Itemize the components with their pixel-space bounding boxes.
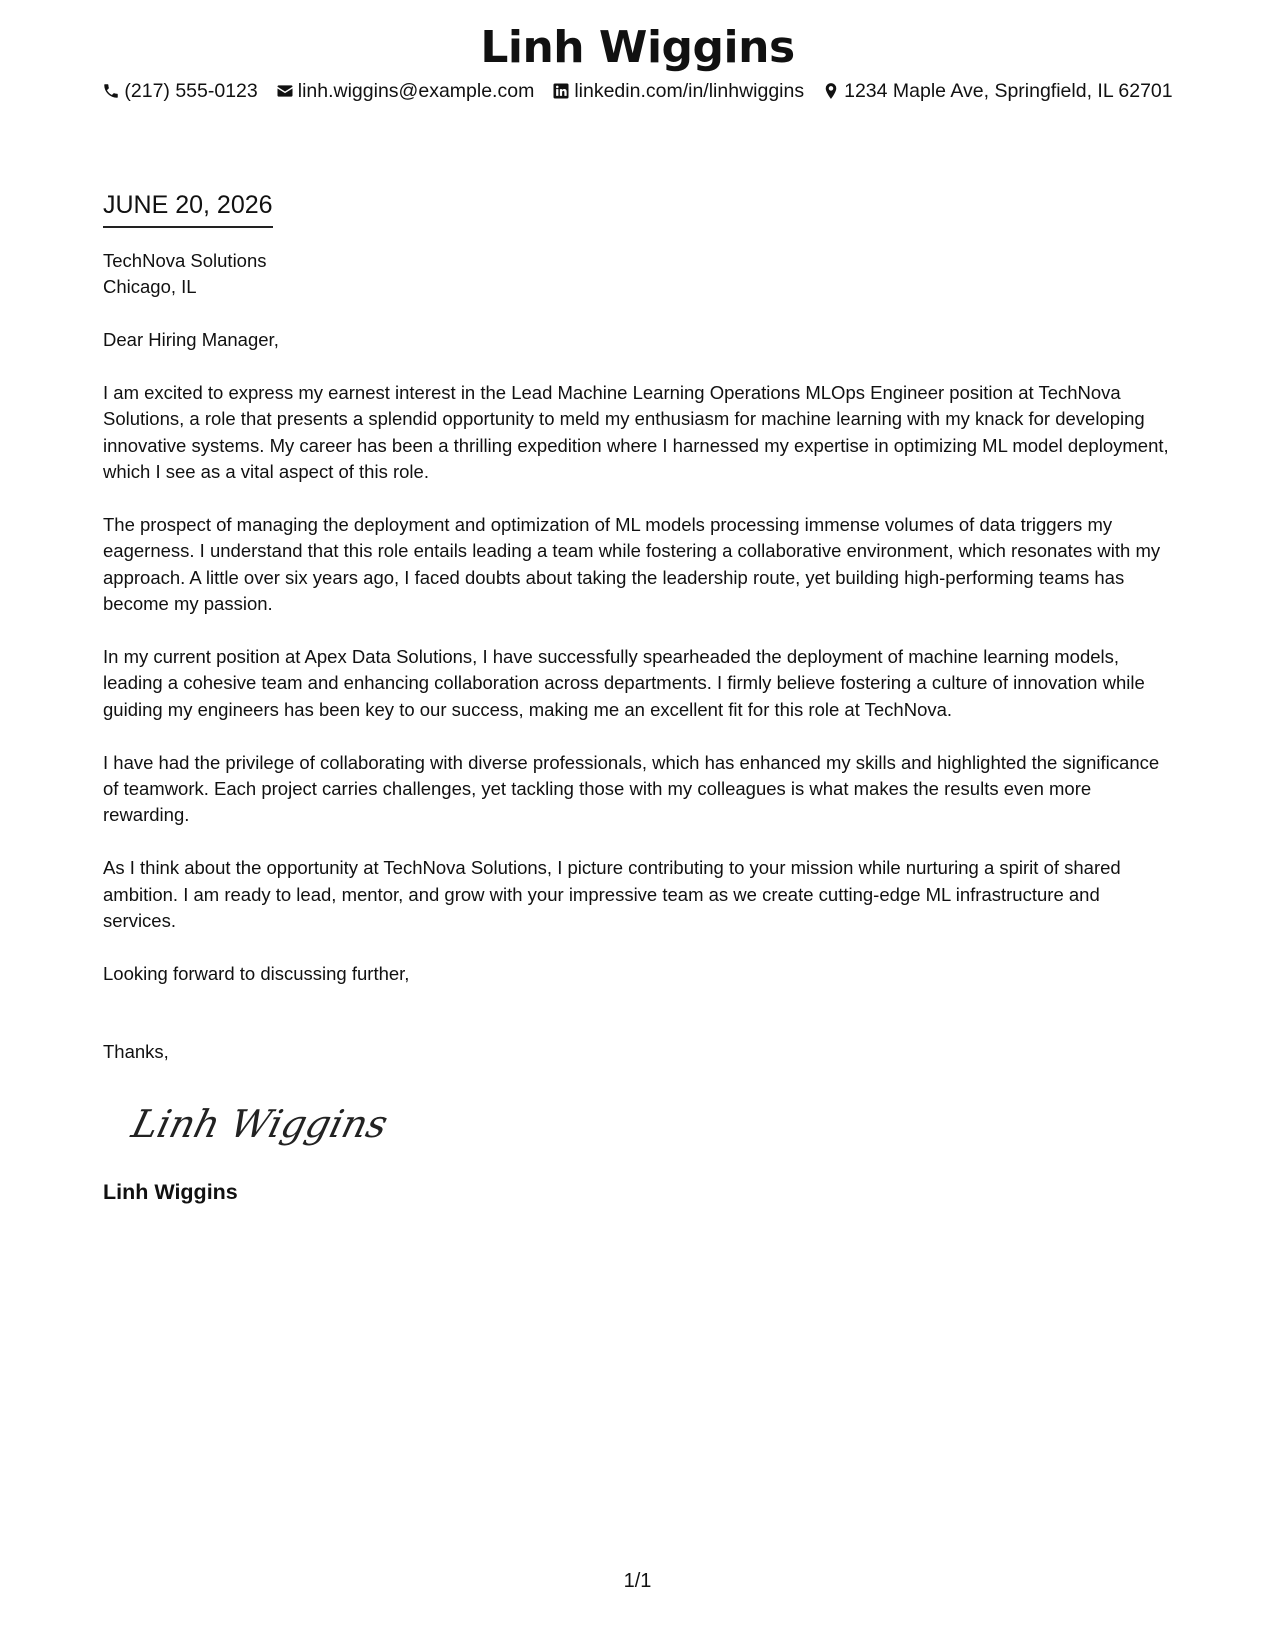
letter-date: JUNE 20, 2026 [103, 188, 273, 228]
letter-header [0, 18, 1275, 104]
contact-info [0, 78, 1275, 104]
body-paragraph: I have had the privilege of collaborating with diverse professionals, which has enhanced my skills and highlighted the significance of teamwork. Each project carries challenges, yet tackling those with my colleagues is what makes the results even more rewarding. [103, 751, 1160, 826]
phone-icon [102, 82, 120, 100]
body-paragraph: The prospect of managing the deployment and optimization of ML models processing immense volumes of data triggers my eagerness. I understand that this role entails leading a team while fostering a collaborative environment, which resonates with my approach. A little over six years ago, I faced doubts about taking the leadership route, yet building high-performing teams has become my passion. [103, 514, 1161, 615]
sender-name: Linh Wiggins [480, 22, 795, 73]
recipient-block [103, 248, 1175, 301]
contact-email [276, 78, 535, 104]
envelope-icon [276, 82, 294, 100]
handwritten-signature [125, 1092, 393, 1158]
contact-phone [102, 78, 257, 104]
contact-address [822, 78, 1173, 104]
page-number: 1/1 [623, 1570, 652, 1592]
signer-name: Linh Wiggins [103, 1179, 238, 1204]
closing-line: Looking forward to discussing further, [103, 962, 410, 984]
body-paragraph: In my current position at Apex Data Solutions, I have successfully spearheaded the deployment of machine learning models, leading a cohesive team and enhancing collaboration across departments. I firmly believe fostering a culture of innovation while guiding my engineers has been key to our success, making me an excellent fit for this role at TechNova. [103, 646, 1145, 720]
email-text: linh.wiggins@example.com [297, 80, 535, 102]
signature-text: Linh Wiggins [127, 1102, 393, 1147]
recipient-location: Chicago, IL [103, 276, 197, 298]
letter-body [103, 188, 1175, 1206]
body-paragraph: I am excited to express my earnest interest in the Lead Machine Learning Operations MLOps Engineer position at TechNova Solutions, a role that presents a splendid opportunity to meld my enthusiasm for machine learning with my knack for developing innovative systems. My career has been a thrilling expedition where I harnessed my expertise in optimizing ML model deployment, which I see as a vital aspect of this role. [103, 382, 1169, 483]
linkedin-text: linkedin.com/in/linhwiggins [574, 80, 805, 102]
contact-linkedin [552, 78, 804, 104]
address-text: 1234 Maple Ave, Springfield, IL 62701 [844, 80, 1173, 102]
linkedin-icon [552, 82, 570, 100]
recipient-company: TechNova Solutions [103, 250, 267, 271]
body-paragraph: As I think about the opportunity at TechNova Solutions, I picture contributing to your mission while nurturing a spirit of shared ambition. I am ready to lead, mentor, and grow with your impressive team as we create cutting-edge ML infrastructure and services. [103, 857, 1121, 932]
map-pin-icon [822, 82, 840, 100]
signoff: Thanks, [103, 1041, 169, 1063]
phone-text: (217) 555-0123 [124, 80, 258, 102]
salutation: Dear Hiring Manager, [103, 329, 279, 351]
